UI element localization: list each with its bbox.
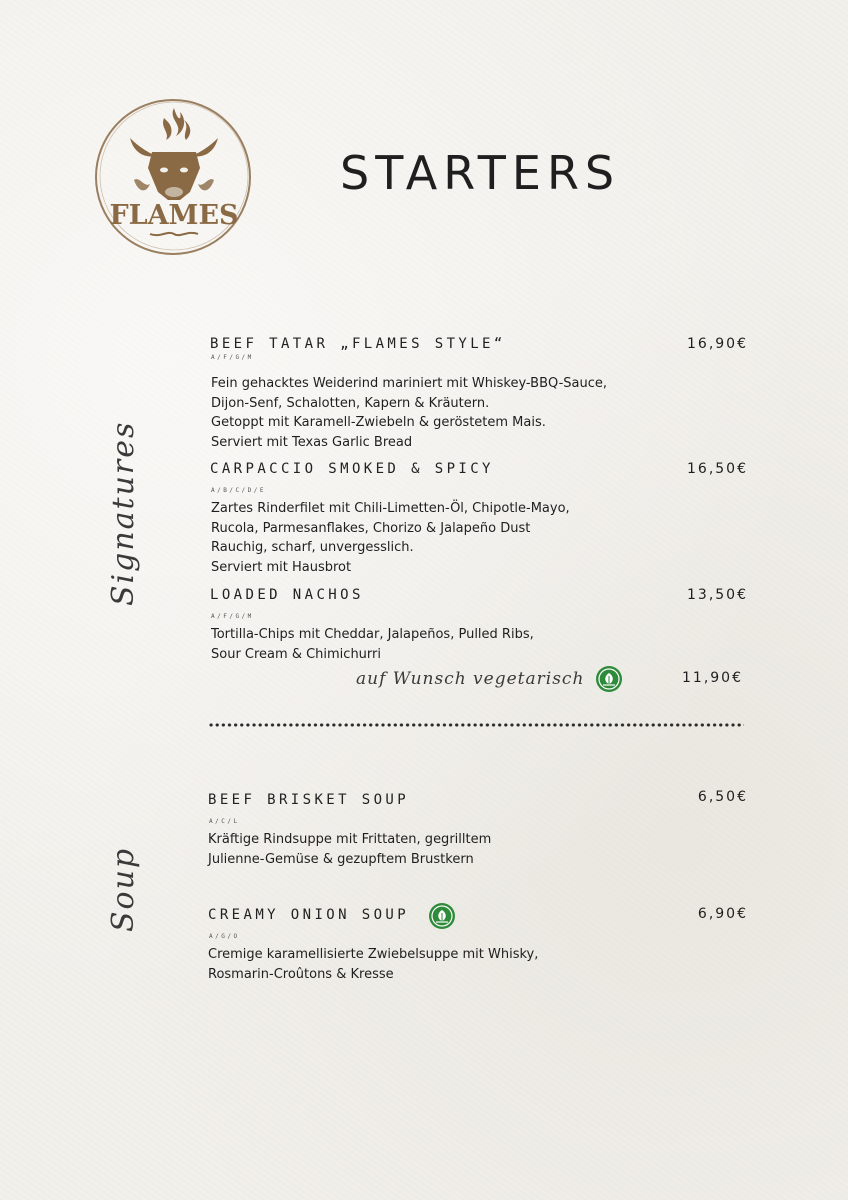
dotted-divider <box>208 723 744 727</box>
menu-item-name: CARPACCIO SMOKED & SPICY <box>210 461 494 477</box>
vegetarian-leaf-icon <box>595 665 623 693</box>
section-label-signatures: Signatures <box>106 420 141 606</box>
menu-item-allergens: A/F/G/M <box>211 354 254 361</box>
bull-flames-logo-icon <box>94 96 254 256</box>
menu-item-description <box>211 374 607 452</box>
menu-item-name: BEEF TATAR „FLAMES STYLE“ <box>210 336 506 352</box>
section-label-soup: Soup <box>106 846 141 932</box>
menu-item-name: LOADED NACHOS <box>210 587 364 603</box>
description-line: Dijon-Senf, Schalotten, Kapern & Kräutern. <box>211 395 490 411</box>
vegetarian-option-note: auf Wunsch vegetarisch <box>356 669 585 689</box>
menu-item-name: CREAMY ONION SOUP <box>208 907 410 923</box>
description-line: Rauchig, scharf, unvergesslich. <box>211 540 414 555</box>
menu-item-price: 6,90€ <box>697 906 748 922</box>
description-line: Rucola, Parmesanflakes, Chorizo & Jalapeño Dust <box>211 520 531 536</box>
page-title: STARTERS <box>340 146 621 200</box>
menu-item-price: 16,90€ <box>687 336 748 352</box>
menu-item-allergens: A/B/C/D/E <box>211 487 267 494</box>
description-line: Rosmarin-Croûtons & Kresse <box>208 966 394 982</box>
flames-logo <box>94 96 254 256</box>
description-line: Julienne-Gemüse & gezupftem Brustkern <box>208 851 474 867</box>
description-line: Serviert mit Texas Garlic Bread <box>211 434 413 450</box>
menu-item-name: BEEF BRISKET SOUP <box>208 792 410 808</box>
description-line: Kräftige Rindsuppe mit Frittaten, gegrilltem <box>208 832 492 847</box>
vegetarian-leaf-icon <box>428 902 456 930</box>
menu-item-description <box>208 945 538 984</box>
description-line: Serviert mit Hausbrot <box>211 559 352 575</box>
menu-item-price: 16,50€ <box>687 461 748 477</box>
menu-item-allergens: A/G/O <box>209 933 240 940</box>
menu-item-description <box>211 499 570 577</box>
vegetarian-price: 11,90€ <box>682 670 743 686</box>
description-line: Cremige karamellisierte Zwiebelsuppe mit Whisky, <box>208 947 539 962</box>
description-line: Zartes Rinderfilet mit Chili-Limetten-Öl, Chipotle-Mayo, <box>211 501 570 516</box>
description-line: Tortilla-Chips mit Cheddar, Jalapeños, Pulled Ribs, <box>211 627 534 642</box>
menu-item-description <box>211 625 534 664</box>
menu-item-description <box>208 830 491 869</box>
menu-item-allergens: A/F/G/M <box>211 613 254 620</box>
description-line: Fein gehacktes Weiderind mariniert mit Whiskey-BBQ-Sauce, <box>211 376 608 391</box>
menu-item-allergens: A/C/L <box>209 818 240 825</box>
description-line: Getoppt mit Karamell-Zwiebeln & geröstetem Mais. <box>211 415 546 430</box>
logo-brand-text: FLAMES <box>109 200 239 231</box>
menu-item-price: 13,50€ <box>687 587 748 603</box>
description-line: Sour Cream & Chimichurri <box>211 646 381 662</box>
menu-item-price: 6,50€ <box>697 789 748 805</box>
